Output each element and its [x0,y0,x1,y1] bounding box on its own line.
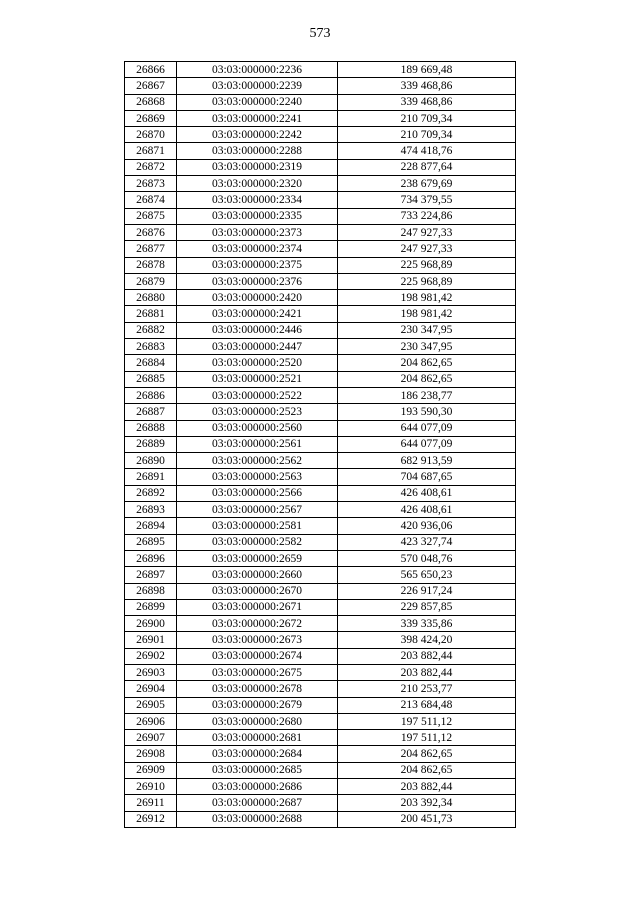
row-number-cell: 26902 [125,648,177,664]
value-cell: 197 511,12 [338,730,516,746]
page-number: 573 [309,26,331,41]
cadastral-number-cell: 03:03:000000:2674 [177,648,338,664]
cadastral-number-cell: 03:03:000000:2522 [177,387,338,403]
value-cell: 238 679,69 [338,176,516,192]
cadastral-number-cell: 03:03:000000:2241 [177,110,338,126]
cadastral-number-cell: 03:03:000000:2446 [177,322,338,338]
table-row [125,713,516,729]
table-row [125,518,516,534]
cadastral-number-cell: 03:03:000000:2581 [177,518,338,534]
row-number-cell: 26893 [125,502,177,518]
table-row [125,730,516,746]
value-cell: 339 468,86 [338,94,516,110]
row-number-cell: 26904 [125,681,177,697]
value-cell: 204 862,65 [338,746,516,762]
value-cell: 423 327,74 [338,534,516,550]
value-cell: 198 981,42 [338,290,516,306]
table-row [125,192,516,208]
table-row [125,599,516,615]
table-row [125,371,516,387]
cadastral-number-cell: 03:03:000000:2685 [177,762,338,778]
row-number-cell: 26897 [125,567,177,583]
value-cell: 644 077,09 [338,436,516,452]
cadastral-number-cell: 03:03:000000:2447 [177,339,338,355]
table-row [125,290,516,306]
table-row [125,127,516,143]
cadastral-number-cell: 03:03:000000:2563 [177,469,338,485]
row-number-cell: 26887 [125,404,177,420]
table-row [125,387,516,403]
row-number-cell: 26882 [125,322,177,338]
value-cell: 229 857,85 [338,599,516,615]
cadastral-number-cell: 03:03:000000:2688 [177,811,338,827]
table-row [125,746,516,762]
row-number-cell: 26898 [125,583,177,599]
row-number-cell: 26912 [125,811,177,827]
table-row [125,110,516,126]
cadastral-number-cell: 03:03:000000:2242 [177,127,338,143]
cadastral-number-cell: 03:03:000000:2320 [177,176,338,192]
table-row [125,159,516,175]
value-cell: 230 347,95 [338,339,516,355]
table-row [125,224,516,240]
cadastral-number-cell: 03:03:000000:2239 [177,78,338,94]
cadastral-number-cell: 03:03:000000:2686 [177,779,338,795]
table-row [125,485,516,501]
cadastral-number-cell: 03:03:000000:2421 [177,306,338,322]
row-number-cell: 26906 [125,713,177,729]
value-cell: 203 882,44 [338,779,516,795]
cadastral-number-cell: 03:03:000000:2376 [177,273,338,289]
cadastral-number-cell: 03:03:000000:2561 [177,436,338,452]
value-cell: 734 379,55 [338,192,516,208]
table-row [125,616,516,632]
cadastral-number-cell: 03:03:000000:2523 [177,404,338,420]
cadastral-number-cell: 03:03:000000:2671 [177,599,338,615]
value-cell: 682 913,59 [338,453,516,469]
table-row [125,795,516,811]
table-row [125,62,516,78]
table-row [125,811,516,827]
cadastral-number-cell: 03:03:000000:2375 [177,257,338,273]
value-cell: 733 224,86 [338,208,516,224]
row-number-cell: 26910 [125,779,177,795]
row-number-cell: 26880 [125,290,177,306]
row-number-cell: 26866 [125,62,177,78]
cadastral-number-cell: 03:03:000000:2675 [177,664,338,680]
table-row [125,355,516,371]
cadastral-number-cell: 03:03:000000:2319 [177,159,338,175]
value-cell: 203 392,34 [338,795,516,811]
value-cell: 225 968,89 [338,257,516,273]
value-cell: 204 862,65 [338,762,516,778]
table-row [125,420,516,436]
table-row [125,306,516,322]
table-row [125,94,516,110]
row-number-cell: 26879 [125,273,177,289]
table-row [125,648,516,664]
table-row [125,664,516,680]
row-number-cell: 26884 [125,355,177,371]
row-number-cell: 26871 [125,143,177,159]
table-row [125,78,516,94]
table-row [125,322,516,338]
cadastral-number-cell: 03:03:000000:2373 [177,224,338,240]
cadastral-number-cell: 03:03:000000:2687 [177,795,338,811]
value-cell: 247 927,33 [338,224,516,240]
table-row [125,257,516,273]
value-cell: 247 927,33 [338,241,516,257]
value-cell: 186 238,77 [338,387,516,403]
value-cell: 198 981,42 [338,306,516,322]
table-row [125,143,516,159]
table-row [125,469,516,485]
cadastral-number-cell: 03:03:000000:2672 [177,616,338,632]
table-row [125,453,516,469]
value-cell: 210 253,77 [338,681,516,697]
cadastral-number-cell: 03:03:000000:2567 [177,502,338,518]
value-cell: 210 709,34 [338,127,516,143]
cadastral-number-cell: 03:03:000000:2681 [177,730,338,746]
value-cell: 228 877,64 [338,159,516,175]
cadastral-number-cell: 03:03:000000:2566 [177,485,338,501]
cadastral-number-cell: 03:03:000000:2562 [177,453,338,469]
table-row [125,339,516,355]
row-number-cell: 26867 [125,78,177,94]
value-cell: 339 468,86 [338,78,516,94]
row-number-cell: 26875 [125,208,177,224]
cadastral-number-cell: 03:03:000000:2670 [177,583,338,599]
data-table [124,61,516,828]
table-row [125,176,516,192]
row-number-cell: 26876 [125,224,177,240]
value-cell: 420 936,06 [338,518,516,534]
row-number-cell: 26889 [125,436,177,452]
value-cell: 204 862,65 [338,371,516,387]
value-cell: 426 408,61 [338,502,516,518]
value-cell: 210 709,34 [338,110,516,126]
table-row [125,583,516,599]
value-cell: 230 347,95 [338,322,516,338]
row-number-cell: 26894 [125,518,177,534]
cadastral-number-cell: 03:03:000000:2374 [177,241,338,257]
cadastral-number-cell: 03:03:000000:2679 [177,697,338,713]
table-row [125,534,516,550]
value-cell: 398 424,20 [338,632,516,648]
value-cell: 193 590,30 [338,404,516,420]
cadastral-number-cell: 03:03:000000:2236 [177,62,338,78]
value-cell: 203 882,44 [338,664,516,680]
row-number-cell: 26877 [125,241,177,257]
value-cell: 644 077,09 [338,420,516,436]
row-number-cell: 26878 [125,257,177,273]
cadastral-number-cell: 03:03:000000:2660 [177,567,338,583]
table-row [125,697,516,713]
row-number-cell: 26881 [125,306,177,322]
row-number-cell: 26890 [125,453,177,469]
table-body [125,62,516,828]
table-row [125,273,516,289]
value-cell: 426 408,61 [338,485,516,501]
value-cell: 565 650,23 [338,567,516,583]
cadastral-number-cell: 03:03:000000:2684 [177,746,338,762]
row-number-cell: 26872 [125,159,177,175]
table-row [125,436,516,452]
table-row [125,762,516,778]
row-number-cell: 26874 [125,192,177,208]
table-row [125,632,516,648]
value-cell: 197 511,12 [338,713,516,729]
table-row [125,241,516,257]
table-row [125,502,516,518]
table-row [125,681,516,697]
value-cell: 200 451,73 [338,811,516,827]
row-number-cell: 26900 [125,616,177,632]
row-number-cell: 26899 [125,599,177,615]
cadastral-number-cell: 03:03:000000:2560 [177,420,338,436]
table-row [125,779,516,795]
row-number-cell: 26905 [125,697,177,713]
cadastral-number-cell: 03:03:000000:2521 [177,371,338,387]
value-cell: 474 418,76 [338,143,516,159]
row-number-cell: 26885 [125,371,177,387]
row-number-cell: 26892 [125,485,177,501]
cadastral-number-cell: 03:03:000000:2334 [177,192,338,208]
row-number-cell: 26888 [125,420,177,436]
cadastral-number-cell: 03:03:000000:2335 [177,208,338,224]
cadastral-number-cell: 03:03:000000:2420 [177,290,338,306]
value-cell: 339 335,86 [338,616,516,632]
table-row [125,550,516,566]
row-number-cell: 26911 [125,795,177,811]
row-number-cell: 26869 [125,110,177,126]
cadastral-number-cell: 03:03:000000:2240 [177,94,338,110]
row-number-cell: 26870 [125,127,177,143]
table-row [125,404,516,420]
row-number-cell: 26907 [125,730,177,746]
value-cell: 225 968,89 [338,273,516,289]
row-number-cell: 26891 [125,469,177,485]
row-number-cell: 26886 [125,387,177,403]
row-number-cell: 26903 [125,664,177,680]
row-number-cell: 26895 [125,534,177,550]
cadastral-number-cell: 03:03:000000:2520 [177,355,338,371]
cadastral-number-cell: 03:03:000000:2659 [177,550,338,566]
value-cell: 189 669,48 [338,62,516,78]
row-number-cell: 26873 [125,176,177,192]
value-cell: 570 048,76 [338,550,516,566]
cadastral-number-cell: 03:03:000000:2673 [177,632,338,648]
table-row [125,567,516,583]
table-row [125,208,516,224]
value-cell: 213 684,48 [338,697,516,713]
row-number-cell: 26883 [125,339,177,355]
row-number-cell: 26896 [125,550,177,566]
value-cell: 204 862,65 [338,355,516,371]
cadastral-number-cell: 03:03:000000:2288 [177,143,338,159]
row-number-cell: 26868 [125,94,177,110]
cadastral-number-cell: 03:03:000000:2678 [177,681,338,697]
value-cell: 704 687,65 [338,469,516,485]
value-cell: 203 882,44 [338,648,516,664]
cadastral-number-cell: 03:03:000000:2680 [177,713,338,729]
value-cell: 226 917,24 [338,583,516,599]
row-number-cell: 26909 [125,762,177,778]
cadastral-number-cell: 03:03:000000:2582 [177,534,338,550]
row-number-cell: 26908 [125,746,177,762]
row-number-cell: 26901 [125,632,177,648]
